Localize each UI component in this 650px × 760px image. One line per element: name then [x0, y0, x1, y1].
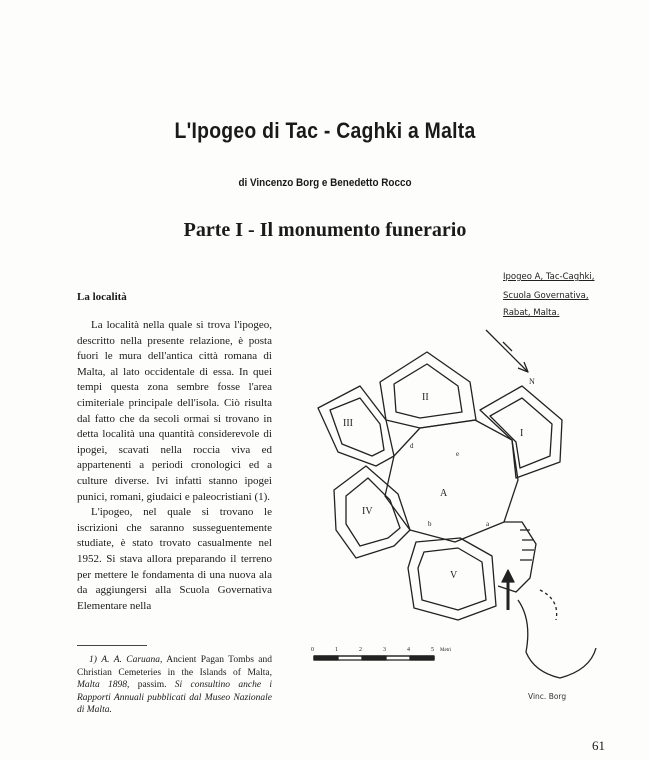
footnote-text: passim.	[129, 680, 175, 691]
room-label: IV	[362, 506, 373, 517]
room-label: I	[520, 428, 524, 439]
article-authors: di Vincenzo Borg e Benedetto Rocco	[238, 177, 412, 189]
room-label: e	[456, 450, 460, 458]
figure-caption-line: Scuola Governativa,	[503, 291, 589, 301]
paragraph: L'ipogeo, nel quale si trovano le iscrizioni che saranno susseguentemente studiate, è stato trovato casualmente nel 1952. Si stava allora preparando il terreno per mettere le fondamenta di una nuova ala da aggiungersi alla Scuola Governativa Elementare nella	[77, 506, 272, 612]
scale-tick: 2	[359, 647, 362, 653]
room-label: b	[428, 520, 432, 528]
footnote-author: A. A. Caruana,	[101, 655, 163, 665]
north-label: N	[529, 377, 535, 386]
scale-tick: 3	[383, 647, 386, 653]
scale-tick: 1	[335, 647, 338, 653]
part-heading: Parte I - Il monumento funerario	[183, 219, 467, 241]
footnote	[77, 654, 272, 717]
hypogeum-plan	[290, 260, 630, 700]
room-label: d	[410, 442, 414, 450]
scale-unit: Metri	[440, 648, 452, 653]
figure-caption-line: Rabat, Malta.	[503, 308, 560, 318]
footnote-marker: 1)	[89, 655, 97, 665]
central-hall	[385, 420, 518, 542]
paragraph: La località nella quale si trova l'ipogeo, descritto nella presente relazione, è posta fuori le mura dell'antica città romana di Malta, al lato occidentale di essa. In quei tempi questa zona sembre fosse l'area cimiteriale principale dell'isola. Ciò risulta dal fatto che da secoli ormai si trovano in detta località una quantità considerevole di ipogei, scavati nella roccia viva ed appartenenti a periodi cronologici ed a culture diverse. Ivi infatti stanno ipogei punici, romani, giudaici e paleocristiani (1).	[77, 319, 272, 503]
room-label: a	[486, 520, 490, 528]
room-label: A	[440, 488, 448, 499]
scale-tick: 5	[431, 647, 434, 653]
section-heading: La località	[77, 291, 127, 303]
north-arrow-icon	[486, 330, 528, 372]
article-title: L'Ipogeo di Tac - Caghki a Malta	[174, 118, 476, 143]
body-text	[77, 318, 272, 614]
figure-caption-line: Ipogeo A, Tac-Caghki,	[503, 272, 595, 282]
room-label: V	[450, 570, 458, 581]
footnote-text: Ancient Pagan Tombs and Christian Cemeteries in the Islands of Malta,	[77, 655, 273, 678]
footnote-italic: Si consultino anche i Rapporti Annuali pubblicati dal Museo Nazionale di Malta.	[77, 680, 273, 716]
footnote-italic: Malta 1898,	[77, 680, 130, 691]
page-number: 61	[592, 738, 605, 753]
room-label: II	[422, 392, 429, 403]
room-label: III	[343, 418, 353, 429]
footnote-rule	[77, 645, 147, 646]
scale-tick: 0	[311, 647, 314, 653]
scale-tick: 4	[407, 647, 410, 653]
signature: Vinc. Borg	[528, 692, 567, 701]
